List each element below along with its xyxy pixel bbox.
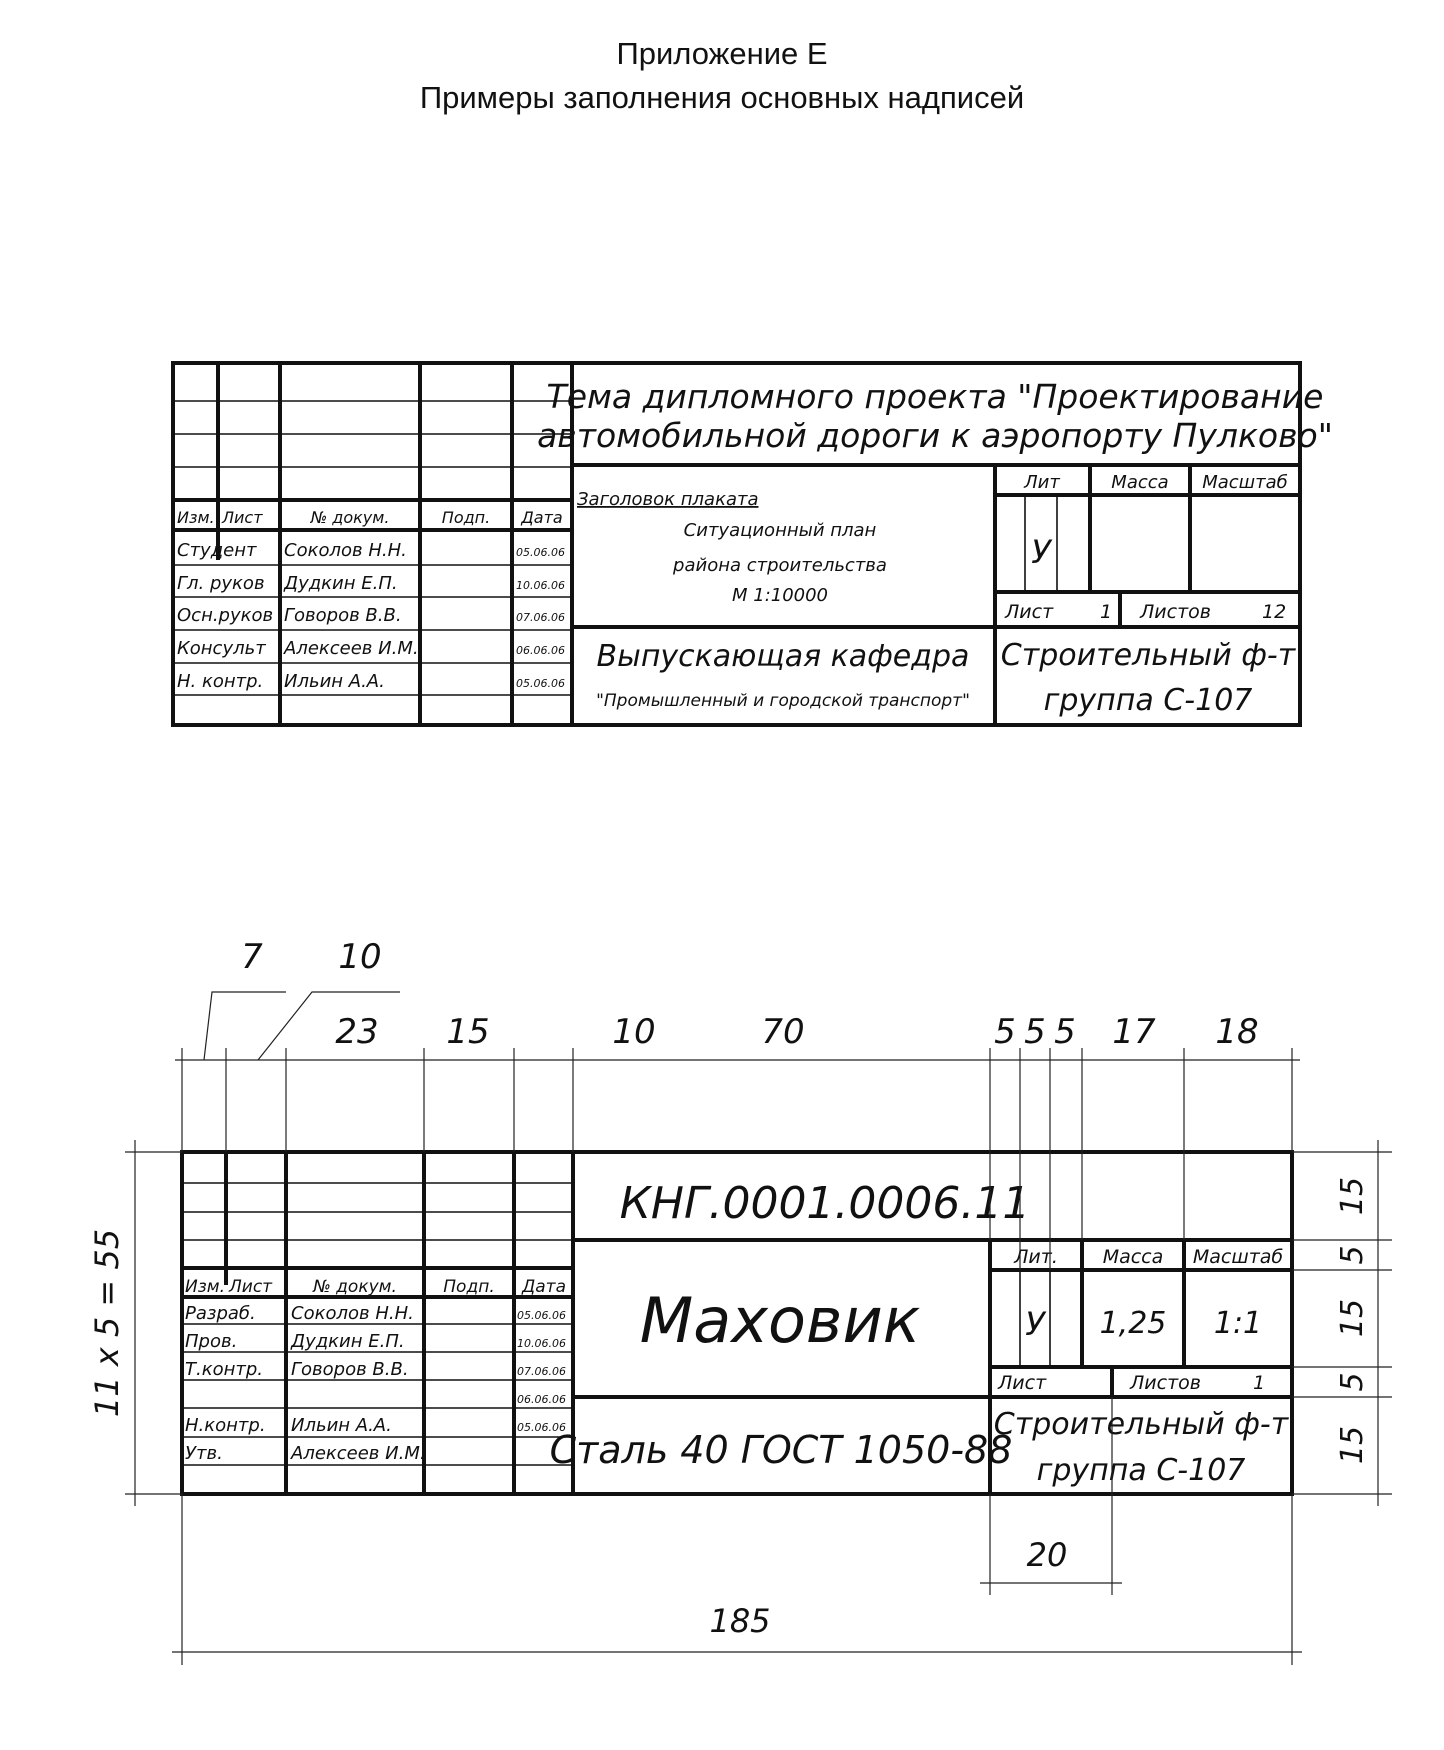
- stamp2-signature-rows: [185, 1303, 566, 1464]
- stamp1-lit-label: Лит: [1024, 472, 1060, 493]
- stamp2-head-podp: Подп.: [443, 1277, 495, 1297]
- stamp2-head-doc: № докум.: [313, 1277, 397, 1297]
- stamp2-row-date: 05.06.06: [517, 1421, 566, 1434]
- stamp2-row-date: 10.06.06: [517, 1337, 566, 1350]
- stamp1-poster-label: Заголовок плаката: [577, 489, 759, 510]
- dim-bottom-185: 185: [709, 1602, 771, 1640]
- dim-top-10a: 10: [338, 937, 382, 977]
- dim-right-15a: 15: [1335, 1176, 1370, 1216]
- stamp2-row-name: Говоров В.В.: [291, 1359, 409, 1380]
- stamp1-scale-label: Масштаб: [1202, 472, 1288, 493]
- stamp1-signature-rows: [177, 540, 565, 692]
- stamp1-row-name: Ильин А.А.: [284, 671, 385, 692]
- stamp1-head-date: Дата: [521, 508, 563, 527]
- stamp1-poster-line1: Ситуационный план: [683, 520, 877, 541]
- stamp2-scale-value: 1:1: [1213, 1306, 1263, 1341]
- stamp2-doc-code: КНГ.0001.0006.11: [619, 1178, 1031, 1229]
- stamp2-lit-value: У: [1025, 1305, 1045, 1343]
- stamp1-row-role: Осн.руков: [177, 605, 274, 626]
- stamp1-sheets-label: Листов: [1140, 601, 1211, 623]
- stamp1-head-podp: Подп.: [441, 508, 491, 527]
- stamp2-head-list: Лист: [229, 1277, 273, 1297]
- stamp2-sheets-value: 1: [1253, 1372, 1266, 1394]
- stamp1-sheet-value: 1: [1100, 601, 1113, 623]
- stamp2-sheet-label: Лист: [998, 1372, 1047, 1394]
- stamp1-head-list: Лист: [222, 508, 263, 527]
- stamp1-row-date: 05.06.06: [516, 677, 565, 690]
- stamp2-row-name: Соколов Н.Н.: [291, 1303, 414, 1324]
- dim-right-5b: 5: [1335, 1372, 1370, 1392]
- dim-top-17: 17: [1112, 1012, 1156, 1052]
- stamp1-row-date: 10.06.06: [516, 579, 565, 592]
- dim-top-7: 7: [241, 937, 263, 977]
- stamp2-row-name: Алексеев И.М.: [291, 1443, 426, 1464]
- stamp2-row-date: 05.06.06: [517, 1309, 566, 1322]
- stamp2-group: группа С-107: [1036, 1453, 1246, 1488]
- dim-right-5a: 5: [1335, 1245, 1370, 1265]
- stamp1-head-doc: № докум.: [310, 508, 390, 527]
- stamp2-row-role: Разраб.: [185, 1303, 256, 1324]
- dim-top-18: 18: [1215, 1012, 1259, 1052]
- stamp1-faculty: Строительный ф-т: [1000, 638, 1296, 673]
- stamp2-material: Сталь 40 ГОСТ 1050-88: [549, 1428, 1013, 1472]
- stamp1-sheet-label: Лист: [1005, 601, 1054, 623]
- dim-bottom-20: 20: [1026, 1536, 1068, 1574]
- stamp2-row-role: Утв.: [185, 1443, 223, 1464]
- stamp1-dept-title: Выпускающая кафедра: [596, 639, 970, 674]
- stamp2-mass-label: Масса: [1102, 1246, 1164, 1268]
- stamp1-row-role: Студент: [177, 540, 257, 561]
- stamp2-head-date: Дата: [521, 1277, 567, 1297]
- stamp2-row-role: Н.контр.: [185, 1415, 266, 1436]
- stamp2-head-izm: Изм.: [185, 1277, 225, 1297]
- stamp1-row-date: 05.06.06: [516, 546, 565, 559]
- stamp1-row-name: Алексеев И.М.: [284, 638, 419, 659]
- title-block-part: [182, 1152, 1292, 1494]
- stamp2-row-date: 07.06.06: [517, 1365, 566, 1378]
- stamp1-poster-line2: района строительства: [673, 555, 887, 576]
- dim-top-23: 23: [335, 1012, 379, 1052]
- stamp2-scale-label: Масштаб: [1192, 1246, 1284, 1268]
- stamp1-group: группа С-107: [1043, 683, 1253, 718]
- stamp2-part-name: Маховик: [639, 1284, 921, 1357]
- stamp2-mass-value: 1,25: [1099, 1306, 1167, 1341]
- stamp2-row-date: 06.06.06: [517, 1393, 566, 1406]
- dim-top-5c: 5: [1054, 1012, 1076, 1052]
- title-block-diploma: [173, 363, 1333, 725]
- stamp1-row-date: 06.06.06: [516, 644, 565, 657]
- stamp1-head-izm: Изм.: [177, 508, 215, 527]
- stamp1-theme-line2: автомобильной дороги к аэропорту Пулково": [537, 416, 1333, 455]
- stamp1-poster-line3: М 1:10000: [731, 585, 829, 606]
- dim-top-70: 70: [761, 1012, 805, 1052]
- stamp1-row-date: 07.06.06: [516, 611, 565, 624]
- stamp1-sheets-value: 12: [1262, 601, 1287, 623]
- stamp1-theme-line1: Тема дипломного проекта "Проектирование: [546, 377, 1324, 416]
- stamp2-lit-label: Лит.: [1014, 1246, 1058, 1268]
- dim-top-5a: 5: [994, 1012, 1016, 1052]
- stamp1-row-name: Дудкин Е.П.: [284, 573, 398, 594]
- stamp2-row-role: Пров.: [185, 1331, 238, 1352]
- dim-right-15b: 15: [1335, 1298, 1370, 1338]
- dim-left-total: 11 x 5 = 55: [88, 1228, 126, 1418]
- dim-top-15: 15: [446, 1012, 490, 1052]
- dim-top-10b: 10: [612, 1012, 656, 1052]
- stamp1-mass-label: Масса: [1111, 472, 1169, 493]
- stamp1-row-role: Н. контр.: [177, 671, 264, 692]
- stamp2-row-name: Ильин А.А.: [291, 1415, 392, 1436]
- appendix-subtitle: Примеры заполнения основных надписей: [419, 80, 1025, 115]
- stamp1-row-role: Гл. руков: [177, 573, 265, 594]
- appendix-heading: Приложение Е: [616, 36, 828, 71]
- dim-top-5b: 5: [1024, 1012, 1046, 1052]
- stamp2-row-role: Т.контр.: [185, 1359, 264, 1380]
- stamp1-lit-value: У: [1031, 533, 1051, 571]
- stamp1-row-name: Соколов Н.Н.: [284, 540, 407, 561]
- stamp1-row-role: Консульт: [177, 638, 266, 659]
- stamp2-faculty: Строительный ф-т: [993, 1407, 1289, 1442]
- stamp1-row-name: Говоров В.В.: [284, 605, 402, 626]
- stamp1-dept-name: "Промышленный и городской транспорт": [596, 691, 970, 711]
- stamp2-row-name: Дудкин Е.П.: [291, 1331, 405, 1352]
- dim-right-15c: 15: [1335, 1425, 1370, 1465]
- stamp2-sheets-label: Листов: [1130, 1372, 1201, 1394]
